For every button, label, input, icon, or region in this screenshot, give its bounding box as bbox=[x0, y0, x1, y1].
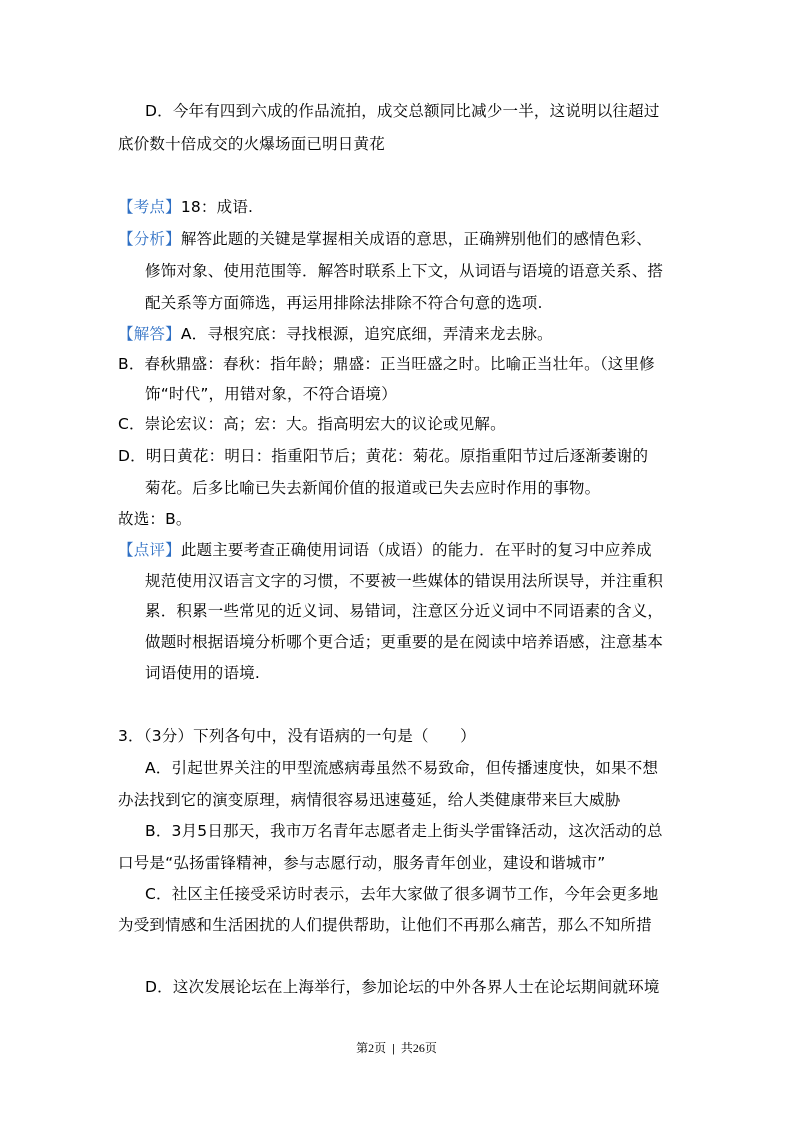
dianping-line1: 此题主要考查正确使用词语（成语）的能力．在平时的复习中应养成 bbox=[180, 541, 652, 559]
question3-option-b-line1: B．3月5日那天，我市万名青年志愿者走上街头学雷锋活动，这次活动的总 bbox=[145, 822, 663, 840]
question3-stem: 3．（3分）下列各句中，没有语病的一句是（ ） bbox=[118, 727, 476, 745]
option-d-prev-line2: 底价数十倍成交的火爆场面已明日黄花 bbox=[118, 135, 385, 153]
jieda-d-line1: D．明日黄花：明日：指重阳节后；黄花：菊花。原指重阳节过后逐渐萎谢的 bbox=[118, 447, 649, 465]
page-footer bbox=[0, 1040, 793, 1056]
kaodian-text: 18：成语. bbox=[180, 198, 254, 216]
footer-separator: | bbox=[392, 1041, 395, 1055]
dianping-line3: 累．积累一些常见的近义词、易错词，注意区分近义词中不同语素的含义， bbox=[145, 602, 664, 620]
total-pages: 共26页 bbox=[400, 1041, 437, 1055]
question3-option-b-line2: 口号是“弘扬雷锋精神，参与志愿行动，服务青年创业，建设和谐城市” bbox=[118, 854, 606, 872]
page-number: 第2页 bbox=[356, 1041, 387, 1055]
question3-option-c-line1: C．社区主任接受采访时表示，去年大家做了很多调节工作，今年会更多地 bbox=[145, 885, 659, 903]
jieda-answer: 故选：B。 bbox=[118, 510, 192, 528]
kaodian-tag: 【考点】 bbox=[118, 198, 181, 216]
question3-option-a-line1: A．引起世界关注的甲型流感病毒虽然不易致命，但传播速度快，如果不想 bbox=[145, 759, 659, 777]
fenxi-line2: 修饰对象、使用范围等．解答时联系上下文，从词语与语境的语意关系、搭 bbox=[145, 262, 664, 280]
question3-option-a-line2: 办法找到它的演变原理，病情很容易迅速蔓延，给人类健康带来巨大威胁 bbox=[118, 791, 621, 809]
dianping-line5: 词语使用的语境. bbox=[145, 664, 261, 682]
dianping-tag: 【点评】 bbox=[118, 541, 181, 559]
dianping-section bbox=[118, 539, 652, 561]
dianping-line4: 做题时根据语境分析哪个更合适；更重要的是在阅读中培养语感，注意基本 bbox=[145, 633, 664, 651]
jieda-a: A．寻根究底：寻找根源，追究底细，弄清来龙去脉。 bbox=[180, 325, 553, 343]
jieda-tag: 【解答】 bbox=[118, 325, 181, 343]
dianping-line2: 规范使用汉语言文字的习惯，不要被一些媒体的错误用法所误导，并注重积 bbox=[145, 572, 664, 590]
jieda-b-line1: B．春秋鼎盛：春秋：指年龄；鼎盛：正当旺盛之时。比喻正当壮年。（这里修 bbox=[118, 355, 655, 373]
question3-option-c-line2: 为受到情感和生活困扰的人们提供帮助，让他们不再那么痛苦，那么不知所措 bbox=[118, 916, 652, 934]
jieda-c: C．崇论宏议：高；宏：大。指高明宏大的议论或见解。 bbox=[118, 415, 506, 433]
option-d-prev-line1: D．今年有四到六成的作品流拍，成交总额同比减少一半，这说明以往超过 bbox=[145, 102, 660, 120]
fenxi-tag: 【分析】 bbox=[118, 230, 181, 248]
jieda-b-line2: 饰“时代”，用错对象，不符合语境） bbox=[145, 385, 397, 403]
fenxi-line3: 配关系等方面筛选，再运用排除法排除不符合句意的选项. bbox=[145, 294, 543, 312]
jieda-d-line2: 菊花。后多比喻已失去新闻价值的报道或已失去应时作用的事物。 bbox=[145, 479, 601, 497]
kaodian-section bbox=[118, 196, 253, 218]
jieda-section bbox=[118, 323, 553, 345]
question3-option-d-line1: D．这次发展论坛在上海举行，参加论坛的中外各界人士在论坛期间就环境 bbox=[145, 978, 660, 996]
fenxi-section bbox=[118, 228, 652, 250]
fenxi-line1: 解答此题的关键是掌握相关成语的意思，正确辨别他们的感情色彩、 bbox=[180, 230, 652, 248]
